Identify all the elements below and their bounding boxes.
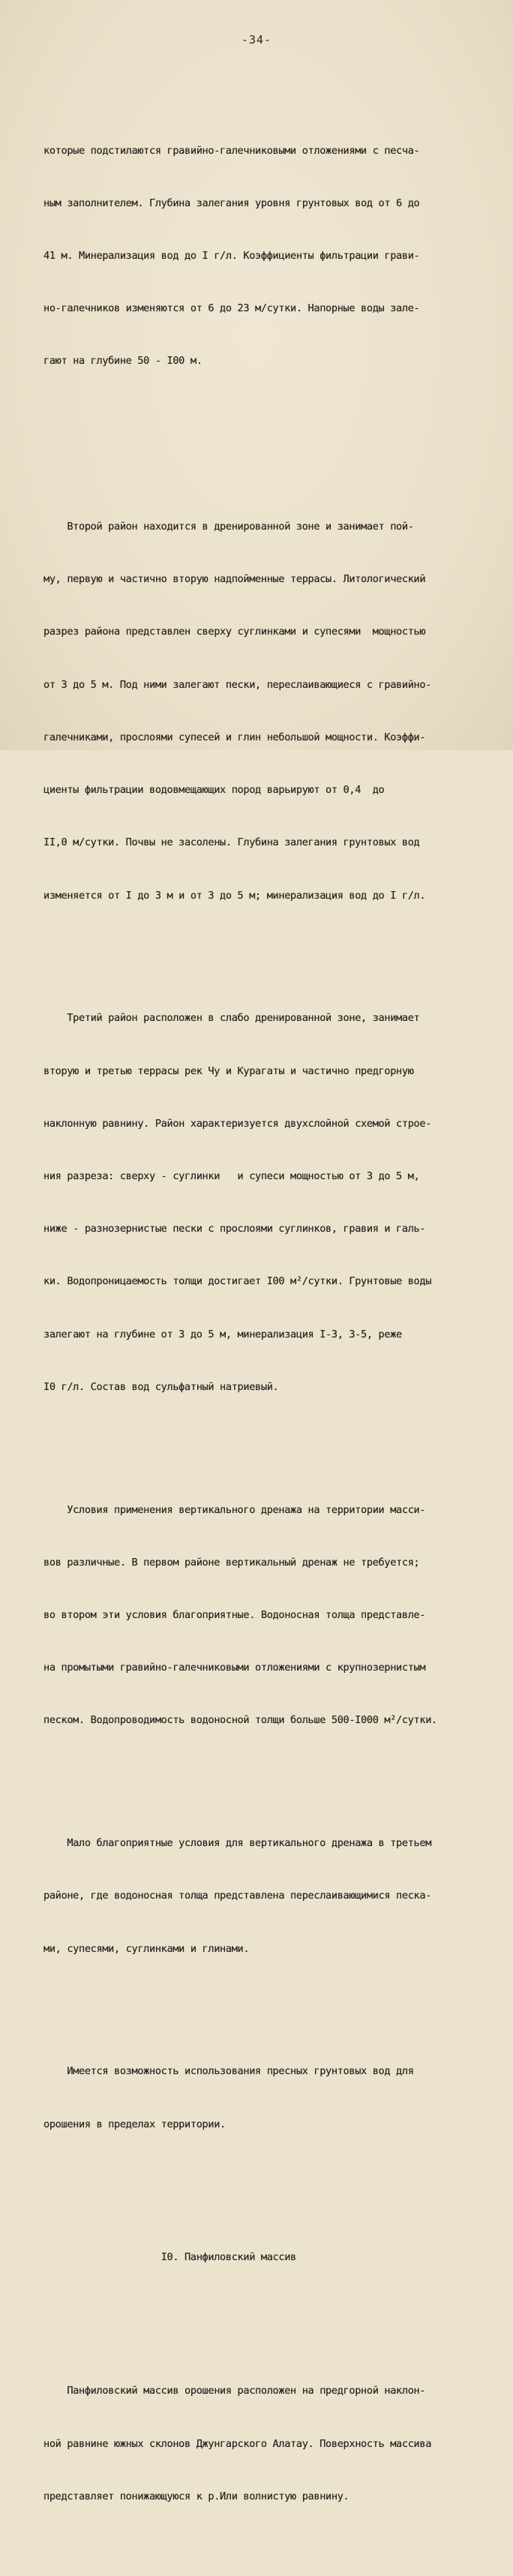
text-line: ния разреза: сверху - суглинки и супеси мощностью от 3 до 5 м,: [44, 1169, 420, 1182]
text-line: Имеется возможность использования пресных грунтовых вод для: [44, 2065, 414, 2078]
paragraph: [44, 483, 494, 939]
paragraph: [44, 975, 494, 1431]
section-heading: [44, 2249, 494, 2266]
page-number: -34-: [241, 33, 272, 47]
text-line: песком. Водопроводимость водоносной толщи больше 500-I000 м²/сутки.: [44, 1714, 437, 1727]
paragraph: [44, 2348, 494, 2541]
text-line: гают на глубине 50 - I00 м.: [44, 355, 202, 368]
text-line: ниже - разнозернистые пески с прослоями суглинков, гравия и галь-: [44, 1223, 426, 1235]
text-line: II,0 м/сутки. Почвы не засолены. Глубина залегания грунтовых вод: [44, 836, 420, 849]
text-line: орошения в пределах территории.: [44, 2118, 226, 2130]
text-line: вов различные. В первом районе вертикальный дренаж не требуется;: [44, 1556, 420, 1569]
text-line: наклонную равнину. Район характеризуется двухслойной схемой строе-: [44, 1117, 432, 1130]
body-text: [44, 72, 494, 2576]
text-line: Второй район находится в дренированной зоне и занимает пой-: [44, 521, 414, 533]
text-line: представляет понижающуюся к р.Или волнистую равнину.: [44, 2490, 350, 2502]
text-line: ки. Водопроницаемость толщи достигает I00 м²/сутки. Грунтовые воды: [44, 1275, 432, 1288]
paragraph: [44, 107, 494, 406]
text-line: му, первую и частично вторую надпойменные террасы. Литологический: [44, 573, 426, 586]
text-line: галечниками, прослоями супесей и глин небольшой мощности. Коэффи-: [44, 731, 426, 743]
text-line: во втором эти условия благоприятные. Водоносная толща представле-: [44, 1608, 426, 1621]
text-line: ми, супесями, суглинками и глинами.: [44, 1942, 250, 1955]
section-heading-text: I0. Панфиловский массив: [160, 2251, 296, 2264]
text-line: на промытыми гравийно-галечниковыми отложениями с крупнозернистым: [44, 1662, 426, 1674]
text-line: которые подстилаются гравийно-галечниковыми отложениями с песча-: [44, 144, 420, 157]
text-line: вторую и третью террасы рек Чу и Курагаты и частично предгорную: [44, 1064, 414, 1077]
paragraph: [44, 1800, 494, 1992]
text-line: Условия применения вертикального дренажа на территории масси-: [44, 1503, 426, 1516]
text-line: Третий район расположен в слабо дренированной зоне, занимает: [44, 1012, 420, 1025]
paragraph: [44, 2028, 494, 2169]
text-line: залегают на глубине от 3 до 5 м, минерализация I-3, 3-5, реже: [44, 1328, 402, 1341]
text-line: ной равнине южных склонов Джунгарского Алатау. Поверхность массива: [44, 2437, 432, 2450]
text-line: от 3 до 5 м. Под ними залегают пески, переслаивающиеся с гравийно-: [44, 678, 432, 691]
paragraph: [44, 1467, 494, 1765]
text-line: Панфиловский массив орошения расположен на предгорной наклон-: [44, 2385, 426, 2397]
text-line: I0 г/л. Состав вод сульфатный натриевый.: [44, 1380, 279, 1393]
text-line: районе, где водоносная толща представлена переслаивающимися песка-: [44, 1890, 432, 1902]
text-line: ным заполнителем. Глубина залегания уровня грунтовых вод от 6 до: [44, 197, 420, 209]
text-line: 41 м. Минерализация вод до I г/л. Коэффициенты фильтрации грави-: [44, 250, 420, 263]
text-line: но-галечников изменяются от 6 до 23 м/сутки. Напорные воды зале-: [44, 302, 420, 315]
text-line: циенты фильтрации водовмещающих пород варьируют от 0,4 до: [44, 784, 385, 797]
text-line: Мало благоприятные условия для вертикального дренажа в третьем: [44, 1837, 432, 1850]
text-line: разрез района представлен сверху суглинками и супесями мощностью: [44, 626, 426, 638]
text-line: изменяется от I до 3 м и от 3 до 5 м; минерализация вод до I г/л.: [44, 889, 426, 902]
